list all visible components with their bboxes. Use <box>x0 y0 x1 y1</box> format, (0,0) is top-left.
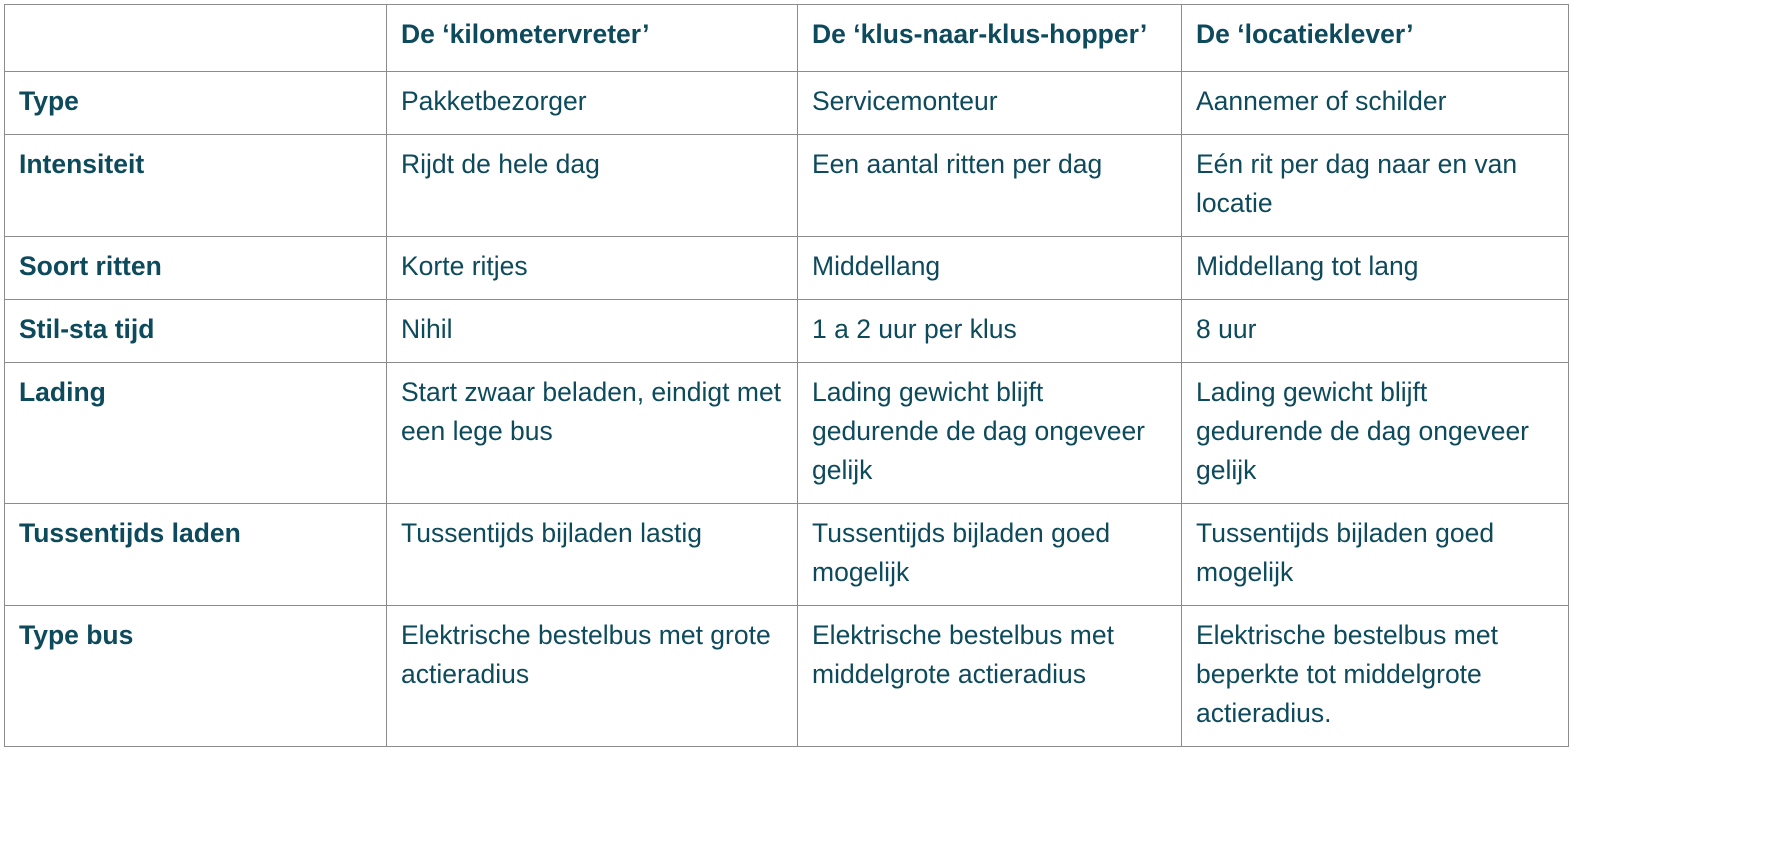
table-row-tussentijds-laden <box>5 504 1569 606</box>
table-cell: Tussentijds bijladen goed mogelijk <box>1182 504 1569 606</box>
table-cell: Pakketbezorger <box>387 72 798 135</box>
header-corner-cell <box>5 5 387 72</box>
table-cell: Tussentijds bijladen goed mogelijk <box>798 504 1182 606</box>
table-cell: Elektrische bestelbus met grote actieradius <box>387 606 798 747</box>
row-label: Type bus <box>5 606 387 747</box>
table-row-stil-sta-tijd <box>5 300 1569 363</box>
table-cell: 1 a 2 uur per klus <box>798 300 1182 363</box>
row-label: Soort ritten <box>5 237 387 300</box>
table-row-lading <box>5 363 1569 504</box>
column-header-locatieklever: De ‘locatieklever’ <box>1182 5 1569 72</box>
table-cell: Tussentijds bijladen lastig <box>387 504 798 606</box>
row-label: Tussentijds laden <box>5 504 387 606</box>
table-cell: Korte ritjes <box>387 237 798 300</box>
table-cell: 8 uur <box>1182 300 1569 363</box>
table-cell: Middellang <box>798 237 1182 300</box>
table-cell: Lading gewicht blijft gedurende de dag ongeveer gelijk <box>798 363 1182 504</box>
row-label: Intensiteit <box>5 135 387 237</box>
table-row-type-bus <box>5 606 1569 747</box>
table-cell: Aannemer of schilder <box>1182 72 1569 135</box>
row-label: Type <box>5 72 387 135</box>
table-cell: Start zwaar beladen, eindigt met een lege bus <box>387 363 798 504</box>
table-cell: Lading gewicht blijft gedurende de dag ongeveer gelijk <box>1182 363 1569 504</box>
comparison-table-wrapper <box>4 4 1569 747</box>
column-header-klus-naar-klus-hopper: De ‘klus-naar-klus-hopper’ <box>798 5 1182 72</box>
table-header-row <box>5 5 1569 72</box>
table-cell: Servicemonteur <box>798 72 1182 135</box>
table-cell: Elektrische bestelbus met beperkte tot middelgrote actieradius. <box>1182 606 1569 747</box>
table-cell: Eén rit per dag naar en van locatie <box>1182 135 1569 237</box>
table-cell: Nihil <box>387 300 798 363</box>
row-label: Stil-sta tijd <box>5 300 387 363</box>
table-row-soort-ritten <box>5 237 1569 300</box>
table-cell: Rijdt de hele dag <box>387 135 798 237</box>
table-cell: Een aantal ritten per dag <box>798 135 1182 237</box>
table-cell: Elektrische bestelbus met middelgrote actieradius <box>798 606 1182 747</box>
table-row-intensiteit <box>5 135 1569 237</box>
comparison-table <box>4 4 1569 747</box>
column-header-kilometervreter: De ‘kilometervreter’ <box>387 5 798 72</box>
row-label: Lading <box>5 363 387 504</box>
table-row-type <box>5 72 1569 135</box>
table-cell: Middellang tot lang <box>1182 237 1569 300</box>
